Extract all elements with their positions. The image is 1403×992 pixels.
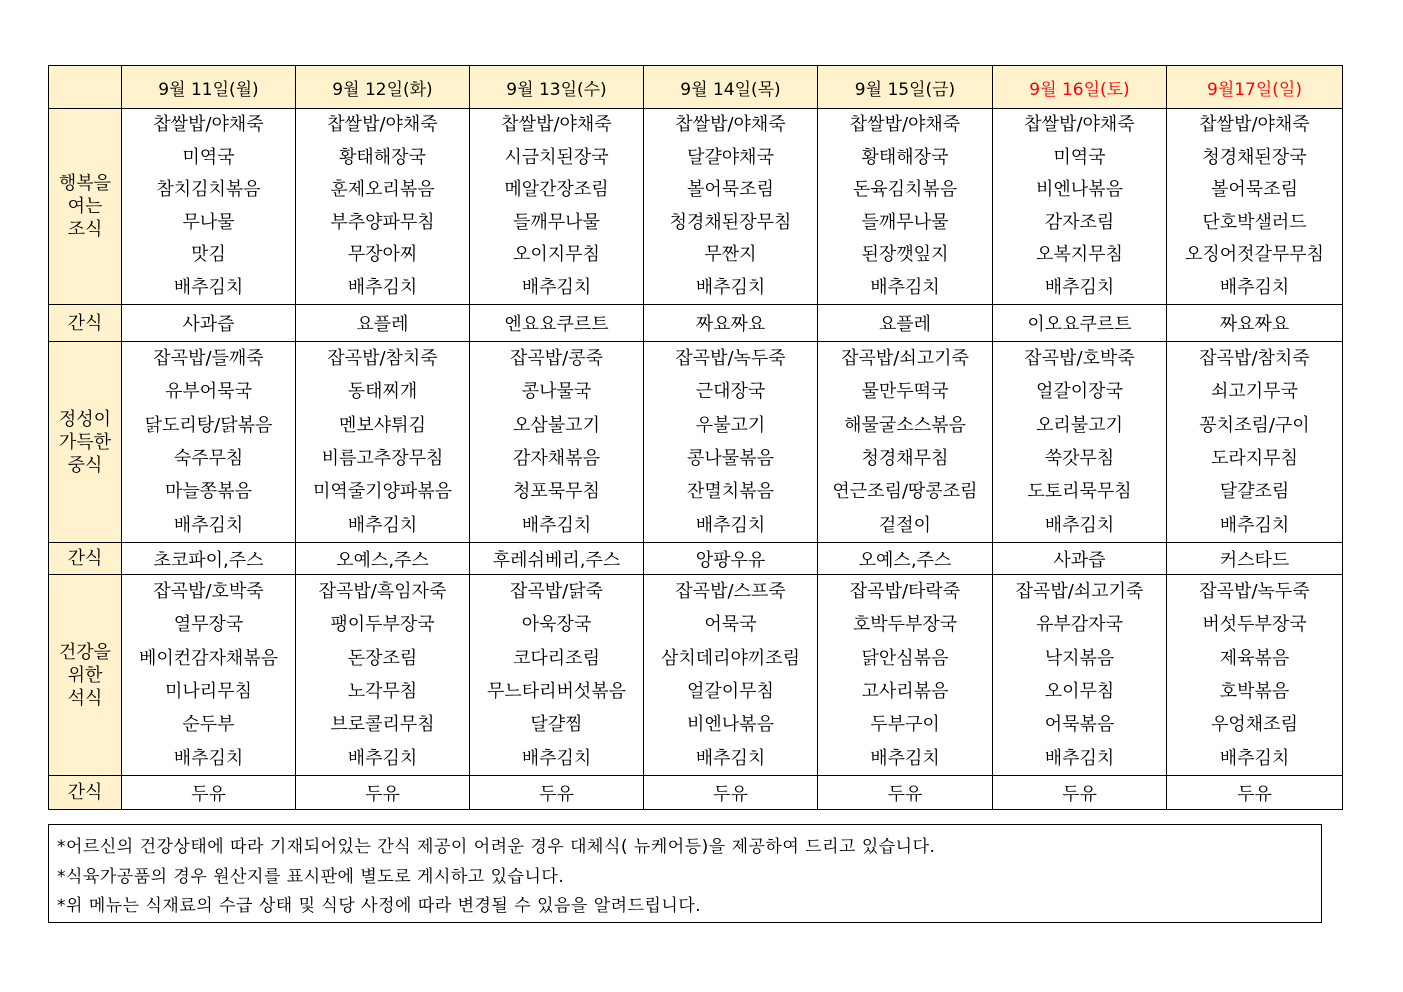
note-line: *어르신의 건강상태에 따라 기재되어있는 간식 제공이 어려운 경우 대체식( 뉴케어등)을 제공하여 드리고 있습니다. xyxy=(57,837,936,857)
note-line: *위 메뉴는 식재료의 수급 상태 및 식당 사정에 따라 변경될 수 있음을 알려드립니다. xyxy=(57,896,702,916)
menu-item: 아욱장국 xyxy=(521,614,592,636)
meal-cell xyxy=(1167,342,1343,543)
day-header: 9월 16일(토) xyxy=(993,66,1167,109)
menu-item: 볼어묵조림 xyxy=(687,179,774,200)
menu-item: 감자조림 xyxy=(1044,211,1115,233)
menu-item: 마늘쫑볶음 xyxy=(165,481,252,503)
menu-item: 해물굴소스볶음 xyxy=(844,414,966,436)
menu-item: 훈제오리볶음 xyxy=(330,179,435,200)
dinner-row xyxy=(49,575,1343,776)
menu-item: 잡곡밥/호박죽 xyxy=(153,581,264,603)
meal-cell xyxy=(296,109,470,305)
meal-cell xyxy=(644,575,818,776)
menu-item: 연근조림/땅콩조림 xyxy=(832,481,978,503)
day-header: 9월17일(일) xyxy=(1167,66,1343,109)
menu-item: 오이지무침 xyxy=(513,244,600,265)
menu-item: 돈장조림 xyxy=(347,647,418,669)
menu-item: 오삼불고기 xyxy=(513,414,600,436)
snack-cell: 두유 xyxy=(993,776,1167,810)
menu-item: 무나물 xyxy=(182,211,235,233)
menu-item: 팽이두부장국 xyxy=(330,614,435,636)
lunch-label: 정성이 가득한 중식 xyxy=(49,342,122,543)
note-line: *식육가공품의 경우 원산지를 표시판에 별도로 게시하고 있습니다. xyxy=(57,866,565,887)
menu-item: 달걀찜 xyxy=(530,714,583,736)
menu-item: 코다리조림 xyxy=(513,647,600,669)
meal-cell xyxy=(993,342,1167,543)
menu-item: 순두부 xyxy=(182,714,235,736)
menu-item: 동태찌개 xyxy=(347,381,418,403)
snack-row xyxy=(49,305,1343,342)
snack-cell: 이오요쿠르트 xyxy=(993,305,1167,342)
menu-item: 물만두떡국 xyxy=(861,381,949,403)
menu-item: 꽁치조림/구이 xyxy=(1199,414,1310,436)
menu-item: 미나리무침 xyxy=(165,681,252,702)
menu-item: 배추김치 xyxy=(173,514,244,536)
snack-cell: 엔요요쿠르트 xyxy=(470,305,644,342)
menu-item: 잡곡밥/녹두죽 xyxy=(1199,581,1310,603)
menu-item: 단호박샐러드 xyxy=(1202,211,1307,233)
day-header: 9월 11일(월) xyxy=(122,66,296,109)
menu-item: 숙주무침 xyxy=(173,448,244,469)
menu-item: 오이무침 xyxy=(1044,681,1115,702)
menu-item: 청경채된장국 xyxy=(1202,146,1307,168)
menu-item: 배추김치 xyxy=(1219,747,1290,769)
menu-item: 얼갈이장국 xyxy=(1036,381,1123,403)
meal-cell xyxy=(296,575,470,776)
snack-cell: 짜요짜요 xyxy=(1167,305,1343,342)
menu-item: 잡곡밥/참치죽 xyxy=(327,348,438,370)
menu-item: 된장깻잎지 xyxy=(861,244,949,265)
menu-item: 버섯두부장국 xyxy=(1202,614,1307,636)
menu-item: 잔멸치볶음 xyxy=(687,481,774,503)
snack-cell: 오예스,주스 xyxy=(818,543,993,575)
snack-label: 간식 xyxy=(49,776,122,810)
meal-cell xyxy=(644,109,818,305)
menu-item: 닭안심볶음 xyxy=(861,647,949,669)
snack-cell: 두유 xyxy=(644,776,818,810)
menu-item: 배추김치 xyxy=(1044,276,1115,298)
menu-item: 잡곡밥/들깨죽 xyxy=(153,348,264,370)
day-header: 9월 12일(화) xyxy=(296,66,470,109)
menu-item: 미역국 xyxy=(182,146,235,168)
menu-item: 어묵볶음 xyxy=(1044,714,1115,736)
menu-item: 어묵국 xyxy=(704,614,757,636)
meal-cell xyxy=(296,342,470,543)
snack-row xyxy=(49,776,1343,810)
menu-item: 오징어젓갈무무침 xyxy=(1184,244,1325,265)
menu-item: 찹쌀밥/야채죽 xyxy=(501,114,612,135)
meal-cell xyxy=(470,342,644,543)
menu-item: 잡곡밥/스프죽 xyxy=(675,581,786,603)
menu-item: 참치김치볶음 xyxy=(156,179,261,200)
menu-item: 시금치된장국 xyxy=(504,146,609,168)
menu-item: 유부감자국 xyxy=(1036,614,1123,636)
notes-box xyxy=(48,824,1322,923)
snack-cell: 초코파이,주스 xyxy=(122,543,296,575)
menu-item: 고사리볶음 xyxy=(861,681,949,702)
day-header: 9월 15일(금) xyxy=(818,66,993,109)
meal-cell xyxy=(993,109,1167,305)
lunch-row xyxy=(49,342,1343,543)
menu-item: 배추김치 xyxy=(347,514,418,536)
menu-item: 쇠고기무국 xyxy=(1211,381,1298,403)
menu-item: 맛김 xyxy=(191,244,226,265)
menu-item: 들깨무나물 xyxy=(861,211,949,233)
snack-cell: 사과즙 xyxy=(993,543,1167,575)
menu-item: 멘보샤튀김 xyxy=(339,414,426,436)
meal-cell xyxy=(1167,109,1343,305)
menu-item: 겉절이 xyxy=(878,514,932,536)
menu-item: 낙지볶음 xyxy=(1044,647,1115,669)
menu-item: 찹쌀밥/야채죽 xyxy=(153,114,264,135)
menu-item: 호박볶음 xyxy=(1219,681,1290,702)
menu-item: 비엔나볶음 xyxy=(1036,179,1123,200)
menu-item: 배추김치 xyxy=(521,514,592,536)
menu-item: 배추김치 xyxy=(695,276,766,298)
snack-cell: 후레쉬베리,주스 xyxy=(470,543,644,575)
menu-item: 황태해장국 xyxy=(339,146,426,168)
day-header: 9월 14일(목) xyxy=(644,66,818,109)
menu-item: 콩나물볶음 xyxy=(687,448,774,469)
menu-item: 제육볶음 xyxy=(1219,647,1290,669)
menu-item: 잡곡밥/쇠고기죽 xyxy=(841,348,969,370)
menu-item: 달걀조림 xyxy=(1219,481,1290,503)
menu-item: 잡곡밥/참치죽 xyxy=(1199,348,1310,370)
menu-item: 찹쌀밥/야채죽 xyxy=(675,114,786,135)
meal-cell xyxy=(644,342,818,543)
menu-item: 쑥갓무침 xyxy=(1044,448,1115,469)
menu-item: 잡곡밥/흑임자죽 xyxy=(318,581,447,603)
menu-item: 잡곡밥/녹두죽 xyxy=(675,348,786,370)
menu-item: 배추김치 xyxy=(521,747,592,769)
menu-item: 배추김치 xyxy=(1044,514,1115,536)
menu-item: 청경채무침 xyxy=(861,448,949,469)
menu-item: 미역국 xyxy=(1053,146,1106,168)
meal-cell xyxy=(470,109,644,305)
menu-item: 배추김치 xyxy=(695,514,766,536)
meal-cell xyxy=(122,109,296,305)
menu-item: 우엉채조림 xyxy=(1211,714,1298,736)
menu-item: 닭도리탕/닭볶음 xyxy=(144,414,273,436)
menu-item: 청포묵무침 xyxy=(513,481,600,503)
menu-item: 잡곡밥/콩죽 xyxy=(509,348,603,370)
menu-item: 황태해장국 xyxy=(861,146,949,168)
menu-item: 콩나물국 xyxy=(521,381,592,403)
snack-cell: 두유 xyxy=(470,776,644,810)
snack-cell: 요플레 xyxy=(818,305,993,342)
menu-item: 잡곡밥/호박죽 xyxy=(1024,348,1135,370)
weekly-menu-table xyxy=(48,65,1343,810)
snack-cell: 사과즙 xyxy=(122,305,296,342)
menu-item: 배추김치 xyxy=(347,276,418,298)
menu-item: 배추김치 xyxy=(521,276,592,298)
menu-item: 찹쌀밥/야채죽 xyxy=(327,114,438,135)
menu-item: 근대장국 xyxy=(695,381,766,403)
snack-row xyxy=(49,543,1343,575)
menu-item: 배추김치 xyxy=(173,276,244,298)
menu-item: 부추양파무침 xyxy=(330,211,435,233)
menu-item: 삼치데리야끼조림 xyxy=(660,647,801,669)
snack-label: 간식 xyxy=(49,305,122,342)
menu-item: 오리불고기 xyxy=(1036,414,1123,436)
breakfast-label: 행복을 여는 조식 xyxy=(49,109,122,305)
menu-item: 잡곡밥/쇠고기죽 xyxy=(1015,581,1144,603)
snack-cell: 커스타드 xyxy=(1167,543,1343,575)
breakfast-row xyxy=(49,109,1343,305)
menu-item: 배추김치 xyxy=(347,747,418,769)
menu-item: 비엔나볶음 xyxy=(687,714,774,736)
menu-item: 도토리묵무침 xyxy=(1027,481,1132,503)
menu-item: 잡곡밥/타락죽 xyxy=(849,581,961,603)
snack-cell: 두유 xyxy=(1167,776,1343,810)
menu-item: 배추김치 xyxy=(870,276,940,298)
menu-item: 오복지무침 xyxy=(1036,244,1123,265)
snack-cell: 두유 xyxy=(818,776,993,810)
snack-cell: 두유 xyxy=(122,776,296,810)
snack-cell: 두유 xyxy=(296,776,470,810)
meal-cell xyxy=(818,575,993,776)
menu-item: 두부구이 xyxy=(870,714,940,736)
menu-item: 얼갈이무침 xyxy=(687,681,774,702)
menu-item: 베이컨감자채볶음 xyxy=(138,647,279,669)
menu-item: 노각무침 xyxy=(347,681,418,702)
snack-cell: 짜요짜요 xyxy=(644,305,818,342)
menu-item: 우불고기 xyxy=(695,414,766,436)
meal-cell xyxy=(470,575,644,776)
meal-cell xyxy=(1167,575,1343,776)
meal-cell xyxy=(993,575,1167,776)
menu-item: 배추김치 xyxy=(1044,747,1115,769)
snack-cell: 앙팡우유 xyxy=(644,543,818,575)
menu-item: 유부어묵국 xyxy=(165,381,252,403)
day-header: 9월 13일(수) xyxy=(470,66,644,109)
menu-item: 미역줄기양파볶음 xyxy=(312,481,453,503)
menu-item: 배추김치 xyxy=(173,747,244,769)
meal-cell xyxy=(122,575,296,776)
snack-cell: 요플레 xyxy=(296,305,470,342)
menu-item: 무장아찌 xyxy=(347,244,418,265)
snack-label: 간식 xyxy=(49,543,122,575)
menu-item: 열무장국 xyxy=(173,614,244,636)
menu-item: 배추김치 xyxy=(870,747,940,769)
menu-item: 찹쌀밥/야채죽 xyxy=(1199,114,1310,135)
menu-item: 잡곡밥/닭죽 xyxy=(509,581,603,603)
menu-item: 찹쌀밥/야채죽 xyxy=(849,114,961,135)
menu-item: 배추김치 xyxy=(1219,514,1290,536)
menu-item: 무짠지 xyxy=(704,244,757,265)
menu-item: 들깨무나물 xyxy=(513,211,600,233)
menu-item: 메알간장조림 xyxy=(504,179,609,200)
meal-cell xyxy=(818,342,993,543)
menu-item: 찹쌀밥/야채죽 xyxy=(1024,114,1135,135)
menu-item: 돈육김치볶음 xyxy=(852,179,958,200)
menu-item: 감자채볶음 xyxy=(513,448,600,469)
menu-item: 호박두부장국 xyxy=(852,614,958,636)
meal-cell xyxy=(122,342,296,543)
header-row xyxy=(49,66,1343,109)
menu-item: 볼어묵조림 xyxy=(1211,179,1298,200)
menu-item: 브로콜리무침 xyxy=(330,714,435,736)
menu-item: 도라지무침 xyxy=(1211,448,1298,469)
menu-item: 무느타리버섯볶음 xyxy=(486,681,627,702)
menu-item: 배추김치 xyxy=(1219,276,1290,298)
dinner-label: 건강을 위한 석식 xyxy=(49,575,122,776)
menu-item: 배추김치 xyxy=(695,747,766,769)
menu-item: 달걀야채국 xyxy=(687,146,774,168)
snack-cell: 오예스,주스 xyxy=(296,543,470,575)
menu-item: 청경채된장무침 xyxy=(669,211,792,233)
menu-item: 비름고추장무침 xyxy=(321,448,444,469)
meal-cell xyxy=(818,109,993,305)
corner-cell xyxy=(49,66,122,109)
